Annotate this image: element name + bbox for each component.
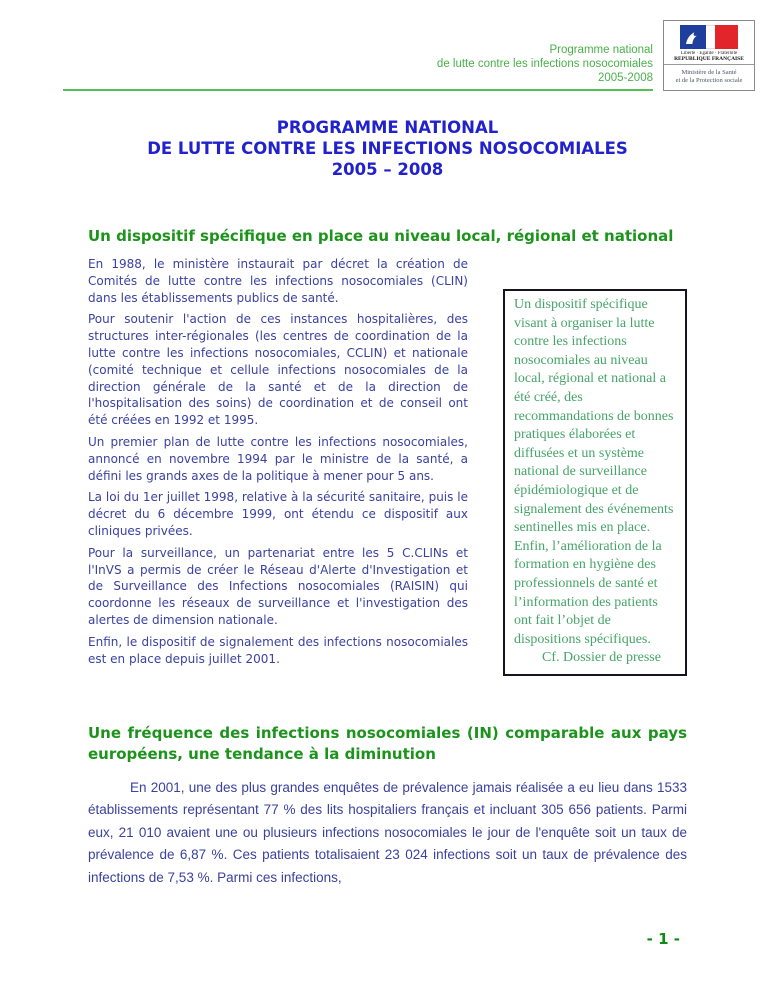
section-1-content bbox=[88, 256, 687, 676]
header-line-3: 2005-2008 bbox=[598, 72, 653, 84]
section-1-heading: Un dispositif spécifique en place au niveau local, régional et national bbox=[88, 227, 674, 245]
section-2-heading: Une fréquence des infections nosocomiales (IN) comparable aux pays européens, une tendance à la diminution bbox=[88, 723, 687, 763]
side-note-reference: Cf. Dossier de presse bbox=[542, 650, 661, 666]
title-line-3: 2005 – 2008 bbox=[331, 160, 444, 179]
section-2-paragraph: En 2001, une des plus grandes enquêtes de prévalence jamais réalisée a eu lieu dans 1533 établissements représentant 77 % des lits hospitaliers français et incluant 305 656 patients. Parmi eux, 21 010 avaient une ou plusieurs infections nosocomiales le jour de l'enquête soit un taux de prévalence de 6,87 %. Ces patients totalisaient 23 024 infections soit un taux de prévalence des infections de 7,53 %. Parmi ces infections, bbox=[88, 779, 687, 885]
logo-top-section bbox=[664, 21, 754, 65]
header-text bbox=[63, 43, 653, 91]
french-republic-logo bbox=[663, 20, 755, 91]
page-header bbox=[63, 20, 755, 91]
page-number: - 1 - bbox=[646, 930, 680, 948]
body-paragraph: Un premier plan de lutte contre les infections nosocomiales, annoncé en novembre 1994 par le ministre de la santé, a défini les grands axes de la politique à mener pour 5 ans. bbox=[88, 434, 468, 483]
marianne-icon bbox=[682, 27, 702, 47]
flag-white-band bbox=[706, 25, 715, 49]
ministry-line-2: et de la Protection sociale bbox=[675, 77, 743, 84]
flag-red-band bbox=[715, 25, 738, 49]
page-title bbox=[88, 117, 687, 180]
header-line-1: Programme national bbox=[549, 44, 653, 56]
ministry-label bbox=[664, 65, 754, 90]
body-paragraph: Enfin, le dispositif de signalement des infections nosocomiales est en place depuis juillet 2001. bbox=[88, 634, 468, 666]
body-paragraph: Pour la surveillance, un partenariat entre les 5 C.CLINs et l'InVS a permis de créer le Réseau d'Alerte d'Investigation et de Surveillance des Infections nosocomiales (RAISIN) qui coordonne les réseaux de surveillance et l'investigation des alertes de dimension nationale. bbox=[88, 545, 468, 627]
body-paragraph: En 1988, le ministère instaurait par décret la création de Comités de lutte contre les infections nosocomiales (CLIN) dans les établissements publics de santé. bbox=[88, 257, 468, 305]
french-flag-icon bbox=[680, 25, 738, 49]
logo-republic-label: RÉPUBLIQUE FRANÇAISE bbox=[674, 56, 744, 62]
title-line-1: PROGRAMME NATIONAL bbox=[276, 118, 499, 137]
title-line-2: DE LUTTE CONTRE LES INFECTIONS NOSOCOMIALES bbox=[147, 139, 628, 158]
header-line-2: de lutte contre les infections nosocomiales bbox=[436, 58, 653, 70]
body-paragraph: La loi du 1er juillet 1998, relative à la sécurité sanitaire, puis le décret du 6 décembre 1999, ont étendu ce dispositif aux cliniques privées. bbox=[88, 490, 468, 538]
section-1-body bbox=[88, 256, 468, 676]
logo-motto: Liberté · Égalité · Fraternité bbox=[680, 51, 738, 56]
body-paragraph: Pour soutenir l'action de ces instances hospitalières, des structures inter-régionales (les centres de coordination de la lutte contre les infections nosocomiales, CCLIN) et nationale (comité technique et cellule infections nosocomiales de la direction générale de la santé et de la direction de l'hospitalisation des soins) de coordination et de conseil ont été créées en 1992 et 1995. bbox=[88, 312, 468, 428]
side-note-text: Un dispositif spécifique visant à organiser la lutte contre les infections nosocomiales au niveau local, régional et national a été créé, des recommandations de bonnes pratiques élaborées et diffusées et un système national de surveillance épidémiologique et de signalement des événements sentinelles mis en place. Enfin, l’amélioration de la formation en hygiène des professionnels de santé et l’information des patients ont fait l’objet de dispositions spécifiques. bbox=[514, 297, 674, 647]
ministry-line-1: Ministère de la Santé bbox=[681, 69, 737, 76]
side-note-box bbox=[503, 289, 687, 676]
side-column bbox=[503, 256, 687, 676]
flag-blue-band bbox=[680, 25, 706, 49]
